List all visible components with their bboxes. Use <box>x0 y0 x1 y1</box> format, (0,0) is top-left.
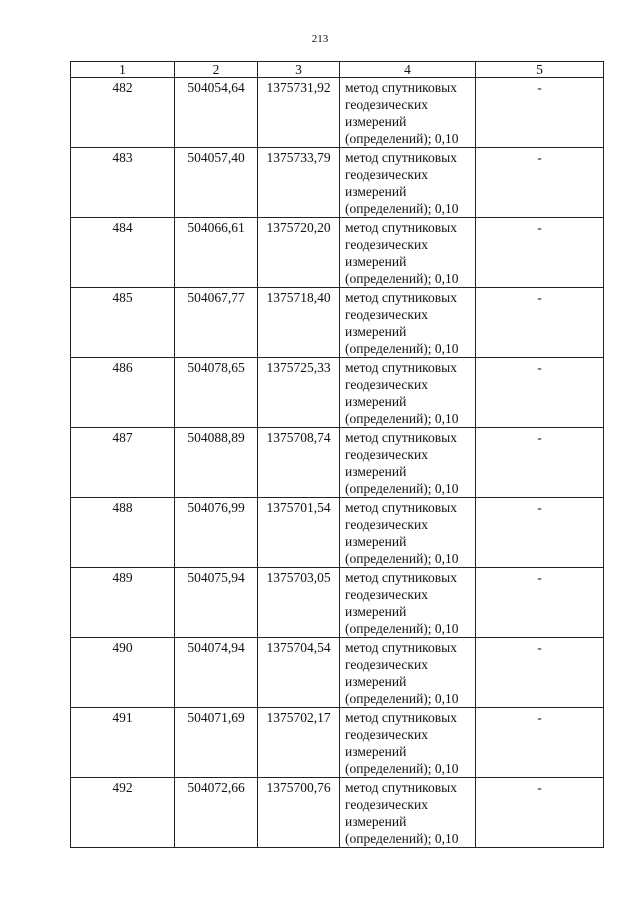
note-cell: - <box>476 498 604 568</box>
header-col-1: 1 <box>71 62 175 78</box>
method-line: геодезических <box>345 167 428 182</box>
table-row <box>71 148 604 218</box>
table-row <box>71 498 604 568</box>
point-number: 485 <box>71 288 175 358</box>
coordinate-x: 504076,99 <box>175 498 258 568</box>
point-number: 484 <box>71 218 175 288</box>
method-line: измерений <box>345 604 407 619</box>
point-number: 489 <box>71 568 175 638</box>
coordinate-y: 1375704,54 <box>258 638 340 708</box>
method-description <box>340 638 476 708</box>
method-line: геодезических <box>345 797 428 812</box>
method-line: измерений <box>345 814 407 829</box>
table-row <box>71 428 604 498</box>
coordinate-x: 504072,66 <box>175 778 258 848</box>
method-line: геодезических <box>345 377 428 392</box>
table-row <box>71 218 604 288</box>
method-description <box>340 778 476 848</box>
method-line: измерений <box>345 184 407 199</box>
method-line: метод спутниковых <box>345 220 457 235</box>
coordinate-x: 504075,94 <box>175 568 258 638</box>
note-cell: - <box>476 428 604 498</box>
point-number: 490 <box>71 638 175 708</box>
coordinate-x: 504066,61 <box>175 218 258 288</box>
coordinate-x: 504067,77 <box>175 288 258 358</box>
coordinate-y: 1375703,05 <box>258 568 340 638</box>
method-line: (определений); 0,10 <box>345 621 459 636</box>
coordinate-y: 1375718,40 <box>258 288 340 358</box>
method-line: измерений <box>345 254 407 269</box>
method-line: метод спутниковых <box>345 430 457 445</box>
method-line: метод спутниковых <box>345 780 457 795</box>
method-line: геодезических <box>345 657 428 672</box>
method-line: геодезических <box>345 237 428 252</box>
method-line: метод спутниковых <box>345 360 457 375</box>
method-line: геодезических <box>345 517 428 532</box>
method-description <box>340 708 476 778</box>
coordinate-x: 504054,64 <box>175 78 258 148</box>
coordinate-y: 1375708,74 <box>258 428 340 498</box>
coordinate-y: 1375720,20 <box>258 218 340 288</box>
method-description <box>340 288 476 358</box>
note-cell: - <box>476 778 604 848</box>
method-description <box>340 568 476 638</box>
method-line: (определений); 0,10 <box>345 551 459 566</box>
coordinate-y: 1375731,92 <box>258 78 340 148</box>
point-number: 491 <box>71 708 175 778</box>
method-description <box>340 498 476 568</box>
coordinate-y: 1375700,76 <box>258 778 340 848</box>
method-line: (определений); 0,10 <box>345 201 459 216</box>
coordinate-y: 1375701,54 <box>258 498 340 568</box>
table-row <box>71 638 604 708</box>
note-cell: - <box>476 78 604 148</box>
method-line: (определений); 0,10 <box>345 481 459 496</box>
method-line: измерений <box>345 394 407 409</box>
method-line: (определений); 0,10 <box>345 271 459 286</box>
method-line: метод спутниковых <box>345 80 457 95</box>
method-line: геодезических <box>345 97 428 112</box>
note-cell: - <box>476 218 604 288</box>
coordinate-y: 1375733,79 <box>258 148 340 218</box>
point-number: 482 <box>71 78 175 148</box>
point-number: 483 <box>71 148 175 218</box>
method-line: метод спутниковых <box>345 150 457 165</box>
table-row <box>71 568 604 638</box>
method-line: метод спутниковых <box>345 290 457 305</box>
method-line: метод спутниковых <box>345 640 457 655</box>
coordinate-y: 1375725,33 <box>258 358 340 428</box>
method-line: (определений); 0,10 <box>345 761 459 776</box>
method-line: измерений <box>345 744 407 759</box>
note-cell: - <box>476 288 604 358</box>
coordinates-table <box>70 61 604 848</box>
note-cell: - <box>476 638 604 708</box>
point-number: 486 <box>71 358 175 428</box>
method-line: геодезических <box>345 727 428 742</box>
header-row <box>71 62 604 78</box>
method-description <box>340 148 476 218</box>
note-cell: - <box>476 148 604 218</box>
point-number: 488 <box>71 498 175 568</box>
method-line: измерений <box>345 324 407 339</box>
point-number: 487 <box>71 428 175 498</box>
coordinate-x: 504071,69 <box>175 708 258 778</box>
method-line: метод спутниковых <box>345 570 457 585</box>
method-line: метод спутниковых <box>345 710 457 725</box>
method-line: геодезических <box>345 587 428 602</box>
point-number: 492 <box>71 778 175 848</box>
method-line: (определений); 0,10 <box>345 831 459 846</box>
method-line: измерений <box>345 464 407 479</box>
header-col-2: 2 <box>175 62 258 78</box>
table-row <box>71 358 604 428</box>
note-cell: - <box>476 708 604 778</box>
coordinate-x: 504078,65 <box>175 358 258 428</box>
page-number: 213 <box>311 33 329 45</box>
table-row <box>71 708 604 778</box>
method-line: (определений); 0,10 <box>345 131 459 146</box>
table-row <box>71 778 604 848</box>
method-description <box>340 428 476 498</box>
coordinate-x: 504088,89 <box>175 428 258 498</box>
note-cell: - <box>476 358 604 428</box>
method-line: (определений); 0,10 <box>345 341 459 356</box>
header-col-3: 3 <box>258 62 340 78</box>
method-line: (определений); 0,10 <box>345 691 459 706</box>
method-line: измерений <box>345 114 407 129</box>
method-description <box>340 358 476 428</box>
note-cell: - <box>476 568 604 638</box>
method-line: геодезических <box>345 447 428 462</box>
coordinate-y: 1375702,17 <box>258 708 340 778</box>
method-line: (определений); 0,10 <box>345 411 459 426</box>
coordinate-x: 504057,40 <box>175 148 258 218</box>
method-line: метод спутниковых <box>345 500 457 515</box>
table-row <box>71 78 604 148</box>
method-description <box>340 218 476 288</box>
method-line: измерений <box>345 674 407 689</box>
table-row <box>71 288 604 358</box>
coordinate-x: 504074,94 <box>175 638 258 708</box>
method-description <box>340 78 476 148</box>
method-line: геодезических <box>345 307 428 322</box>
method-line: измерений <box>345 534 407 549</box>
header-col-4: 4 <box>340 62 476 78</box>
header-col-5: 5 <box>476 62 604 78</box>
